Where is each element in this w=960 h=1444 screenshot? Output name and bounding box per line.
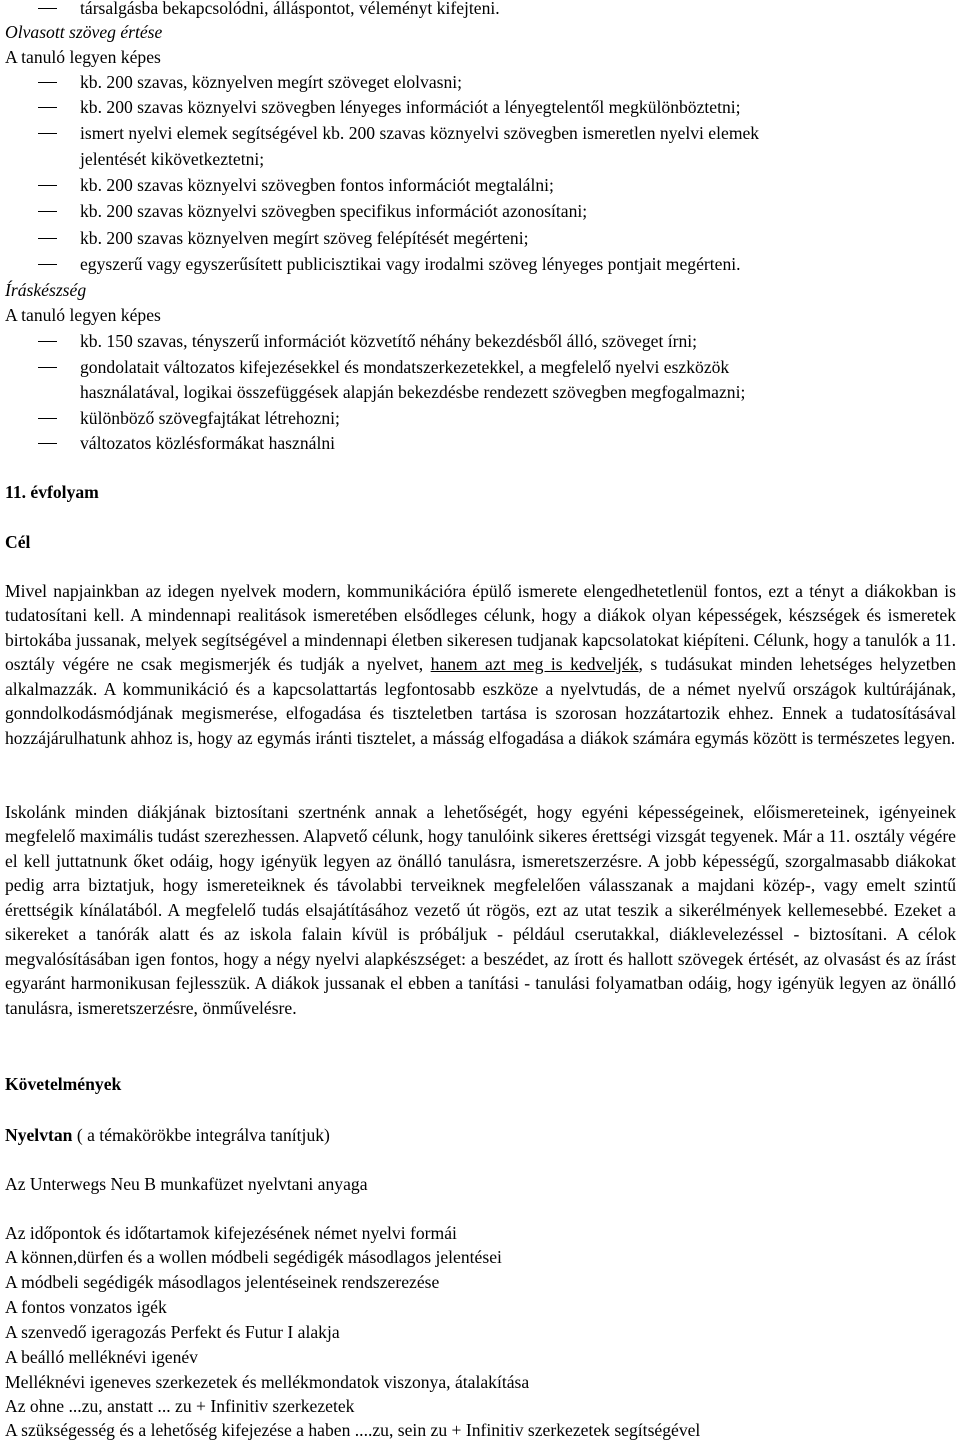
- dash-bullet-icon: [38, 367, 57, 368]
- goal-text-a: Mivel napjainkban az idegen nyelvek modern, kommunikációra épülő ismerete elengedhetetlenül fontos, ezt a tényt a diákokban is tudatosítani kell. A mindennapi realitások ismeretében elsődleges célunk, hogy a diákok olyan képességek, készségek és ismeretek birtokába jussanak, melyek segítségével a mindennapi életben sikeresen tudjanak kapcsolatokat kiépíteni. Célunk, hogy a tanulók a 11. osztály végére ne csak megismerjék és tudják a nyelvet,: [5, 581, 956, 675]
- bullet-text: kb. 200 szavas köznyelvi szövegben lényeges információt a lényegtelentől megkülönböztetni;: [80, 97, 741, 117]
- bullet-continuation: jelentését kikövetkeztetni;: [80, 149, 265, 169]
- dash-bullet-icon: [38, 443, 57, 444]
- dash-bullet-icon: [38, 418, 57, 419]
- goal-paragraph-2: Iskolánk minden diákjának biztosítani szertnénk annak a lehetőségét, hogy egyéni képességeinek, előismereteinek, igényeinek megfelelő maximális tudást szerezhessen. Alapvető célunk, hogy tanulóink sikeres érettségi vizsgát tegyenek. Már a 11. osztály végére el kell juttatnunk őket odáig, hogy igényük legyen az önálló tanulásra, ismeretszerzésre. A jobb képességű, szorgalmasabb diákokat pedig arra biztatjuk, hogy ismereteiknek és távolabbi terveiknek megfelelően válasszanak a majdani közép-, vagy emelt szintű érettségik kínálatából. A megfelelő tudás elsajátításához vezető út rögös, ezt az utat teszik a sikerélmények kellemesebbé. Ezeket a sikereket a tanórák alatt és az iskola falain kívül is próbáljuk - például cserutakkal, diáklevelezéssel - biztosítani. A célok megvalósításában igen fontos, hogy a négy nyelvi alapkészséget: a beszédet, az írott és hallott szövegek értését, az olvasást és az írást egyaránt harmonikusan fejlesszük. A diákok jussanak el ebben a tanítási - tanulási folyamatban odáig, hogy igényük legyen az önálló tanulásra, ismeretszerzésre, önművelésre.: [5, 802, 956, 1018]
- bullet-text: kb. 150 szavas, tényszerű információt közvetítő néhány bekezdésből álló, szöveget írni;: [80, 331, 698, 351]
- section-heading-reading: Olvasott szöveg értése: [5, 22, 163, 42]
- bullet-text: társalgásba bekapcsolódni, álláspontot, véleményt kifejteni.: [80, 0, 500, 18]
- grammar-item: Az ohne ...zu, anstatt ... zu + Infinitiv szerkezetek: [5, 1396, 355, 1416]
- writing-intro: A tanuló legyen képes: [5, 305, 161, 325]
- grade-heading: 11. évfolyam: [5, 482, 99, 502]
- bullet-text: kb. 200 szavas, köznyelven megírt szöveget elolvasni;: [80, 72, 463, 92]
- grammar-heading: [5, 1125, 330, 1145]
- bullet-text: kb. 200 szavas köznyelvi szövegben fontos információt megtalálni;: [80, 175, 554, 195]
- bullet-text: változatos közlésformákat használni: [80, 433, 336, 453]
- section-heading-writing: Íráskészség: [5, 280, 87, 300]
- reading-intro: A tanuló legyen képes: [5, 47, 161, 67]
- grammar-item: A szenvedő igeragozás Perfekt és Futur I alakja: [5, 1322, 340, 1342]
- grammar-heading-bold: Nyelvtan: [5, 1125, 73, 1145]
- grammar-heading-note: ( a témakörökbe integrálva tanítjuk): [72, 1125, 330, 1145]
- grammar-item: A beálló melléknévi igenév: [5, 1347, 198, 1367]
- requirements-heading: Követelmények: [5, 1074, 122, 1094]
- grammar-item: A können,dürfen és a wollen módbeli segédigék másodlagos jelentései: [5, 1247, 502, 1267]
- bullet-text: ismert nyelvi elemek segítségével kb. 200 szavas köznyelvi szövegben ismeretlen nyelvi elemek: [80, 123, 760, 143]
- bullet-text: egyszerű vagy egyszerűsített publicisztikai vagy irodalmi szöveg lényeges pontjait megérteni.: [80, 254, 741, 274]
- dash-bullet-icon: [38, 211, 57, 212]
- dash-bullet-icon: [38, 341, 57, 342]
- dash-bullet-icon: [38, 185, 57, 186]
- dash-bullet-icon: [38, 238, 57, 239]
- grammar-item: Az időpontok és időtartamok kifejezésének német nyelvi formái: [5, 1223, 457, 1243]
- dash-bullet-icon: [38, 133, 57, 134]
- bullet-text: kb. 200 szavas köznyelvi szövegben specifikus információt azonosítani;: [80, 201, 588, 221]
- bullet-text: különböző szövegfajtákat létrehozni;: [80, 408, 340, 428]
- grammar-item: Melléknévi igeneves szerkezetek és mellékmondatok viszonya, átalakítása: [5, 1372, 530, 1392]
- goal-text-b: , s tudásukat minden lehetséges helyzetben alkalmazzák. A kommunikáció és a kapcsolattartás legfontosabb eszköze a nyelvtudás, de a német nyelvű országok kultúrájának, gonndolkodásmódjának megismerése, elfogadása és tiszteletben tartása is szorosan hozzátartozik ehhez. Ennek a tudatosításával hozzájárulhatunk ahhoz is, hogy az egymás iránti tisztelet, a másság elfogadása a diákok számára egymás között is természetes legyen.: [5, 654, 956, 748]
- dash-bullet-icon: [38, 82, 57, 83]
- workbook-line: Az Unterwegs Neu B munkafüzet nyelvtani anyaga: [5, 1174, 368, 1194]
- bullet-continuation: használatával, logikai összefüggések alapján bekezdésbe rendezett szövegben megfogalmazni;: [80, 382, 746, 402]
- bullet-text: kb. 200 szavas köznyelven megírt szöveg felépítését megérteni;: [80, 228, 529, 248]
- goal-paragraph-1: [5, 579, 956, 750]
- grammar-item: A szükségesség és a lehetőség kifejezése a haben ....zu, sein zu + Infinitiv szerkezetek segítségével: [5, 1420, 701, 1440]
- dash-bullet-icon: [38, 8, 57, 9]
- grammar-item: A fontos vonzatos igék: [5, 1297, 167, 1317]
- underlined-phrase: hanem azt meg is kedveljék: [430, 654, 639, 675]
- goal-heading: Cél: [5, 532, 31, 552]
- dash-bullet-icon: [38, 107, 57, 108]
- grammar-item: A módbeli segédigék másodlagos jelentéseinek rendszerezése: [5, 1272, 440, 1292]
- bullet-text: gondolatait változatos kifejezésekkel és mondatszerkezetekkel, a megfelelő nyelvi eszközök: [80, 357, 730, 377]
- dash-bullet-icon: [38, 264, 57, 265]
